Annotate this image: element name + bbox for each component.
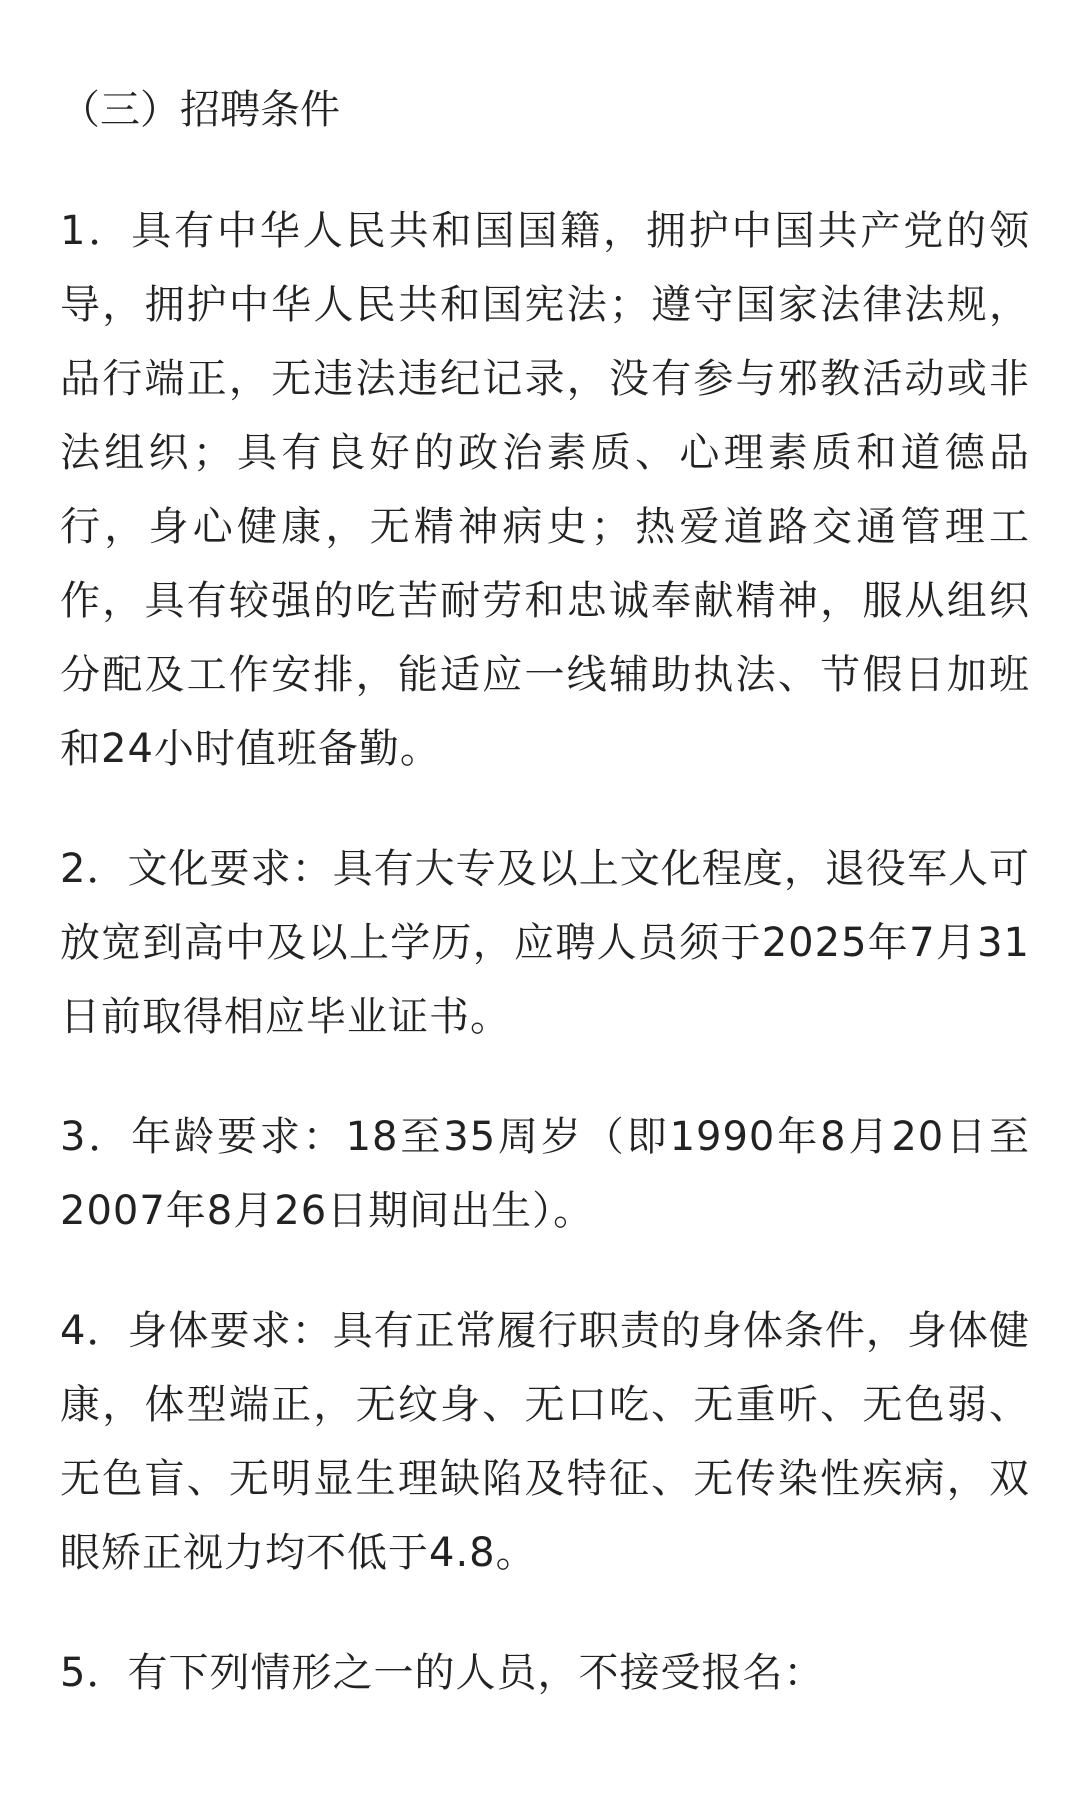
condition-paragraph-5: 5．有下列情形之一的人员，不接受报名： bbox=[60, 1650, 825, 1696]
condition-paragraph-1: 1．具有中华人民共和国国籍，拥护中国共产党的领导，拥护中华人民共和国宪法；遵守国家法律法规，品行端正，无违法违纪记录，没有参与邪教活动或非法组织；具有良好的政治素质、心理素质和道德品行，身心健康，无精神病史；热爱道路交通管理工作，具有较强的吃苦耐劳和忠诚奉献精神，服从组织分配及工作安排，能适应一线辅助执法、节假日加班和24小时值班备勤。 bbox=[60, 208, 1030, 772]
section-title: （三）招聘条件 bbox=[60, 87, 340, 133]
document-body bbox=[60, 78, 1030, 1756]
condition-paragraph-4: 4．身体要求：具有正常履行职责的身体条件，身体健康，体型端正，无纹身、无口吃、无重听、无色弱、无色盲、无明显生理缺陷及特征、无传染性疾病，双眼矫正视力均不低于4.8。 bbox=[60, 1308, 1030, 1576]
condition-paragraph-3: 3．年龄要求：18至35周岁（即1990年8月20日至2007年8月26日期间出生）。 bbox=[60, 1114, 1030, 1234]
condition-paragraph-2: 2．文化要求：具有大专及以上文化程度，退役军人可放宽到高中及以上学历，应聘人员须于2025年7月31日前取得相应毕业证书。 bbox=[60, 846, 1030, 1040]
